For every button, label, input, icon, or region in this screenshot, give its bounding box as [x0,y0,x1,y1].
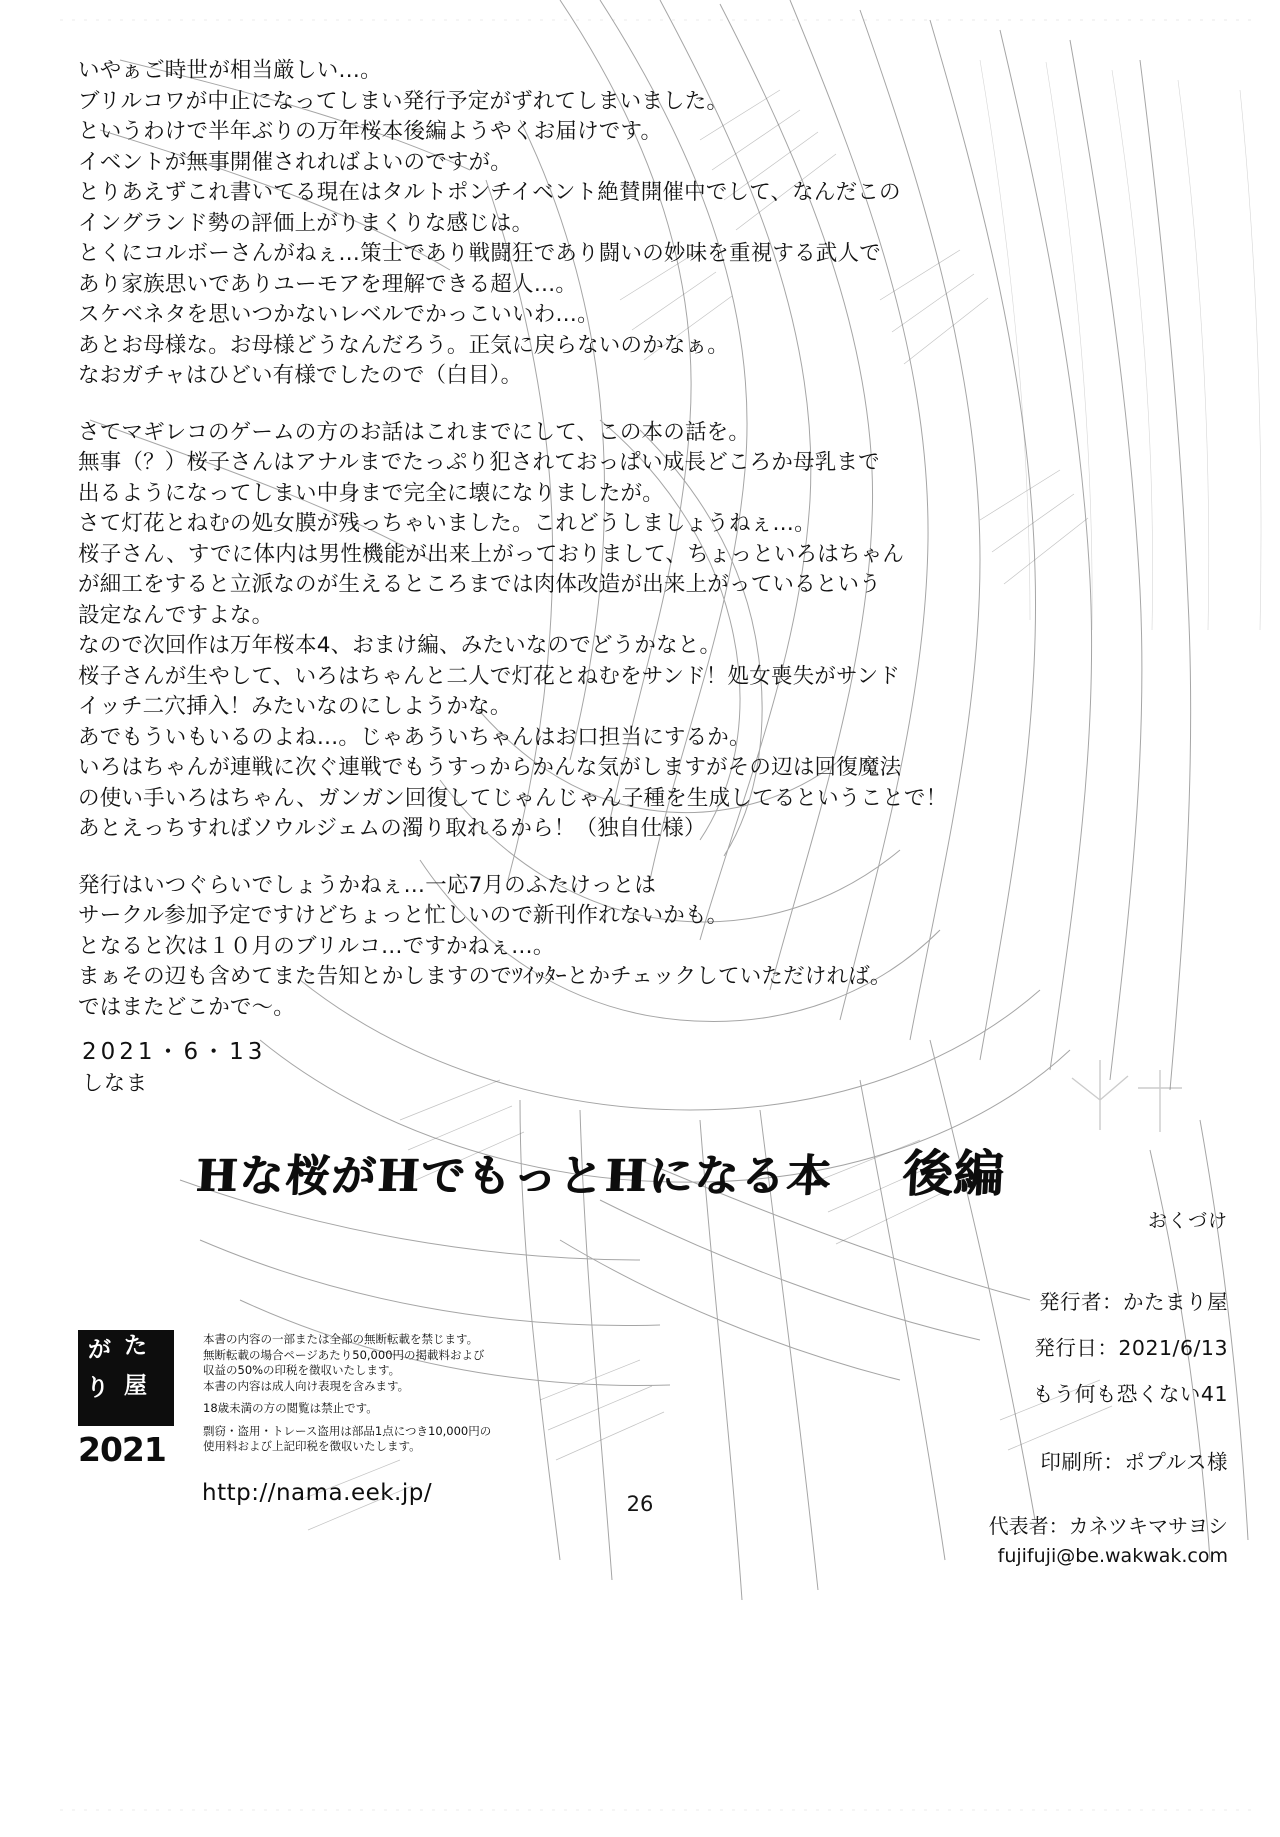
afterword-line: ブリルコワが中止になってしまい発行予定がずれてしまいました。 [78,88,729,114]
afterword-line: いろはちゃんが連戦に次ぐ連戦でもうすっからかんな気がしますがその辺は回復魔法 [78,755,902,780]
logo-char-1: が [88,1336,111,1363]
book-title [194,1134,1006,1206]
colophon-publisher: 発行者：かたまり屋 [1039,1290,1228,1314]
colophon-spacer [989,1417,1228,1439]
afterword-line: とくにコルボーさんがねぇ…策士であり戦闘狂であり闘いの妙味を重視する武人で [78,241,881,266]
afterword-paragraph-1 [78,56,1098,392]
legal-line: 無断転載の場合ページあたり50,000円の掲載料および [203,1347,485,1362]
afterword-line: 無事（？）桜子さんはアナルまでたっぷり犯されておっぱい成長どころか母乳まで [78,450,880,475]
legal-notice [203,1332,503,1455]
afterword-line: いやぁご時世が相当厳しい…。 [78,58,382,83]
afterword-line: あでもういもいるのよね…。じゃあういちゃんはお口担当にするか。 [78,724,751,750]
logo-char-3: り [86,1374,109,1401]
signature-date: 2021・6・13 [82,1039,267,1065]
afterword-line: あり家族思いでありユーモアを理解できる超人…。 [78,271,578,297]
logo-char-4: 屋 [124,1372,147,1399]
colophon-contact [989,1511,1228,1571]
afterword-text [78,56,1098,1049]
legal-line: 使用料および上記印税を徴収いたします。 [203,1439,421,1453]
afterword-line: サークル参加予定ですけどちょっと忙しいので新刊作れないかも。 [78,903,729,928]
legal-line: 本書の内容は成人向け表現を含みます。 [203,1378,410,1393]
afterword-line: イッチ二穴挿入！みたいなのにしようかな。 [78,694,512,719]
legal-spacer [203,1394,503,1401]
afterword-line: イベントが無事開催されればよいのですが。 [78,149,513,175]
colophon-publish-date: 発行日：2021/6/13 [1034,1336,1228,1360]
colophon-representative: 代表者：カネツキマサヨシ [988,1514,1228,1538]
logo-char-2: た [124,1332,147,1359]
book-title-tail: 後編 [900,1144,1007,1203]
afterword-line: なので次回作は万年桜本4、おまけ編、みたいなのでどうかなと。 [78,633,722,658]
book-title-main: Hな桜がHでもっとHになる本 [194,1151,834,1202]
afterword-line: あとえっちすればソウルジェムの濁り取れるから！（独自仕様） [78,816,706,841]
afterword-line: ではまたどこかで〜。 [78,994,296,1020]
afterword-paragraph-2 [78,418,1098,845]
colophon-email[interactable]: fujifuji@be.wakwak.com [997,1545,1228,1567]
circle-logo-mark [78,1330,174,1426]
afterword-line: イングランド勢の評価上がりまくりな感じは。 [78,210,534,236]
legal-line: 本書の内容の一部または全部の無断転載を禁じます。 [203,1332,479,1346]
afterword-line: 桜子さんが生やして、いろはちゃんと二人で灯花とねむをサンド！処女喪失がサンド [78,663,901,689]
legal-line: 剽窃・盗用・トレース盗用は部品1点につき10,000円の [203,1423,492,1438]
afterword-line: というわけで半年ぶりの万年桜本後編ようやくお届けです。 [78,119,663,144]
page-number: 26 [626,1492,654,1516]
legal-line: 収益の50%の印税を徴収いたします。 [203,1363,401,1377]
colophon-printer: 印刷所：ポプルス様 [1040,1450,1228,1474]
website-url[interactable]: http://nama.eek.jp/ [202,1480,433,1506]
signature-author: しなま [82,1071,148,1095]
afterword-line: の使い手いろはちゃん、ガンガン回復してじゃんじゃん子種を生成してるということで！ [78,785,948,811]
afterword-line: あとお母様な。お母様どうなんだろう。正気に戻らないのかなぁ。 [78,332,730,358]
afterword-line: となると次は１０月のブリルコ…ですかねぇ…。 [78,933,555,959]
legal-line: 18歳未満の方の閲覧は禁止です。 [203,1401,378,1415]
afterword-line: が細工をすると立派なのが生えるところまでは肉体改造が出来上がっているという [78,572,881,597]
afterword-line: 桜子さん、すでに体内は男性機能が出来上がっておりまして、ちょっといろはちゃん [78,541,905,567]
signature-block [82,1036,266,1098]
afterword-line: まぁその辺も含めてまた告知とかしますのでﾂｲｯﾀｰとかチェックしていただければ。 [78,964,892,989]
colophon-heading: おくづけ [1147,1210,1228,1232]
afterword-line: さてマギレコのゲームの方のお話はこれまでにして、この本の話を。 [78,419,751,445]
afterword-line: とりあえずこれ書いてる現在はタルトポンチイベント絶賛開催中でして、なんだこの [78,180,901,205]
afterword-line: 設定なんですよな。 [78,602,274,628]
afterword-line: さて灯花とねむの処女膜が残っちゃいました。これどうしましょうねぇ…。 [78,511,816,536]
legal-spacer [203,1417,503,1424]
afterword-paragraph-3 [78,871,1098,1024]
afterword-line: 出るようになってしまい中身まで完全に壊になりましたが。 [78,480,664,506]
logo-year: 2021 [78,1430,166,1469]
afterword-line: 発行はいつぐらいでしょうかねぇ…一応7月のふたけっとは [78,872,657,898]
colophon [989,1206,1228,1571]
afterword-line: なおガチャはひどい有様でしたので（白目）。 [78,363,523,388]
colophon-event: もう何も恐くない41 [1032,1382,1228,1406]
afterword-line: スケベネタを思いつかないレベルでかっこいいわ…。 [78,302,599,327]
